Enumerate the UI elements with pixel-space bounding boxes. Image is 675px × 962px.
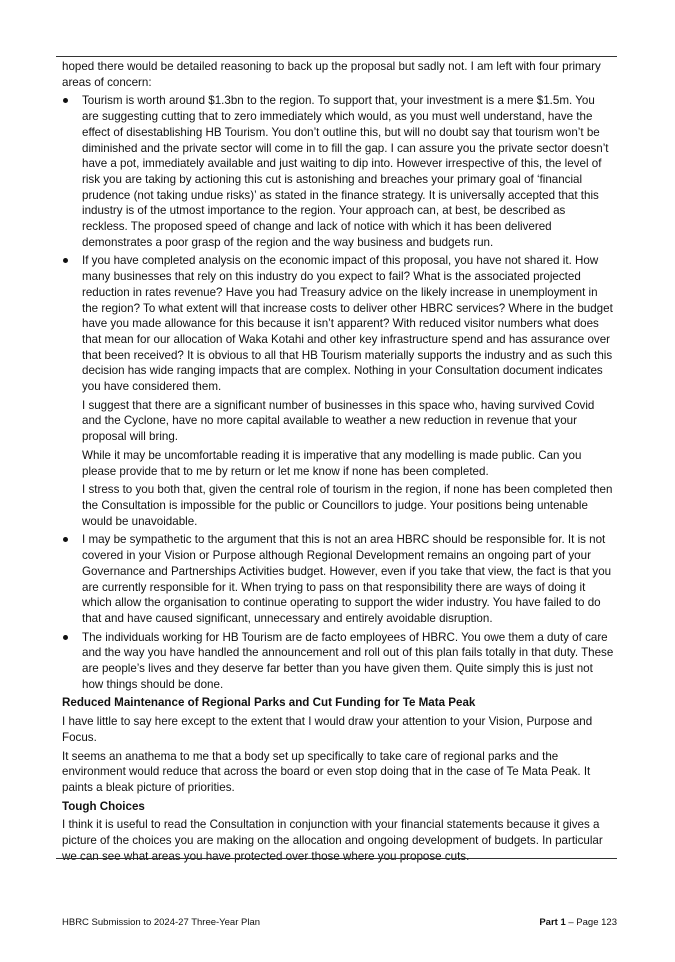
concern-paragraph: If you have completed analysis on the economic impact of this proposal, you have not shared it. How many businesses that rely on this industry do you expect to fail? What is the associated projected reduction in rates revenue? Have you had Treasury advice on the likely increase in unemployment in the region? To what extent will that increase costs to deliver other HBRC services? Where in the budget have you made allowance for this because it isn’t apparent? With reduced visitor numbers what does that mean for our allocation of Waka Kotahi and other key infrastructure spend and has assurance over that been received? It is obvious to all that HB Tourism materially supports the industry and as such this decision has wide ranging impacts that are complex. Nothing in your Consultation document indicates you have considered them.	[82, 254, 613, 394]
body-paragraph: I have little to say here except to the extent that I would draw your attention to your Vision, Purpose and Focus.	[62, 715, 593, 744]
concern-paragraph: While it may be uncomfortable reading it is imperative that any modelling is made public. Can you please provide that to me by return or let me know if none has been completed.	[82, 448, 582, 478]
footer-part: Part 1	[539, 917, 566, 928]
concerns-list	[62, 93, 614, 692]
concern-item	[62, 253, 614, 529]
concern-paragraph: I suggest that there are a significant number of businesses in this space who, having survived Covid and the Cyclone, have no more capital available to weather a new reduction in revenue that your proposal will bring.	[82, 398, 595, 444]
bullet-icon	[63, 98, 68, 103]
bullet-icon	[63, 258, 68, 263]
bullet-icon	[63, 537, 68, 542]
bullet-icon	[63, 635, 68, 640]
top-rule	[56, 56, 617, 57]
section-heading-tough-choices: Tough Choices	[62, 799, 145, 813]
body-paragraph: I think it is useful to read the Consultation in conjunction with your financial statements because it gives a picture of the choices you are making on the allocation and ongoing development of budgets. In particular we can see what areas you have protected over those where you propose cuts.	[62, 818, 603, 863]
concern-paragraph: The individuals working for HB Tourism are de facto employees of HBRC. You owe them a duty of care and the way you have handled the announcement and roll out of this plan fails totally in that duty. These are people’s lives and they deserve far better than you have given them. Quite simply this is just not how things should be done.	[82, 630, 614, 691]
concern-item	[62, 532, 614, 626]
section-heading-parks: Reduced Maintenance of Regional Parks and Cut Funding for Te Mata Peak	[62, 696, 476, 710]
footer-document-title: HBRC Submission to 2024-27 Three-Year Plan	[62, 917, 261, 928]
page-footer	[62, 917, 617, 928]
concern-item	[62, 93, 614, 250]
concern-paragraph: I may be sympathetic to the argument that this is not an area HBRC should be responsible for. It is not covered in your Vision or Purpose although Regional Development remains an ongoing part of your Governance and Partnerships Activities budget. However, even if you take that view, the fact is that you are currently responsible for it. When trying to pass on that responsibility there are ways of doing it which allow the organisation to continue operating to support the wider industry. You have failed to do that and have caused significant, unnecessary and entirely avoidable disruption.	[82, 533, 612, 625]
footer-page-number: – Page 123	[565, 917, 617, 928]
bottom-rule	[56, 858, 617, 859]
body-paragraph: It seems an anathema to me that a body set up specifically to take care of regional parks and the environment would reduce that across the board or even stop doing that in the case of Te Mata Peak. It paints a bleak picture of priorities.	[62, 749, 591, 794]
concern-paragraph: I stress to you both that, given the central role of tourism in the region, if none has been completed then the Consultation is impossible for the public or Councillors to judge. Your positions being untenable would be unavoidable.	[82, 483, 613, 528]
document-body	[62, 59, 614, 867]
intro-paragraph: hoped there would be detailed reasoning to back up the proposal but sadly not. I am left with four primary areas of concern:	[62, 60, 601, 89]
footer-page-info	[539, 917, 617, 928]
concern-paragraph: Tourism is worth around $1.3bn to the region. To support that, your investment is a mere $1.5m. You are suggesting cutting that to zero immediately which would, as you must well understand, have the effect of disestablishing HB Tourism. You don’t outline this, but will no doubt say that tourism won’t be diminished and the private sector will come in to fill the gap. I can assure you the private sector doesn’t have a pot, immediately available and just waiting to dip into. However irrespective of this, the level of risk you are taking by actioning this cut is astonishing and breaches your primary goal of ‘financial prudence (not taking undue risks)’ as stated in the finance strategy. It is universally accepted that this industry is of the utmost importance to the region. Your approach can, at best, be described as reckless. The proposed speed of change and lack of notice with which it has been delivered demonstrates a poor grasp of the region and the way business and budgets run.	[82, 94, 609, 249]
concern-item	[62, 630, 614, 693]
